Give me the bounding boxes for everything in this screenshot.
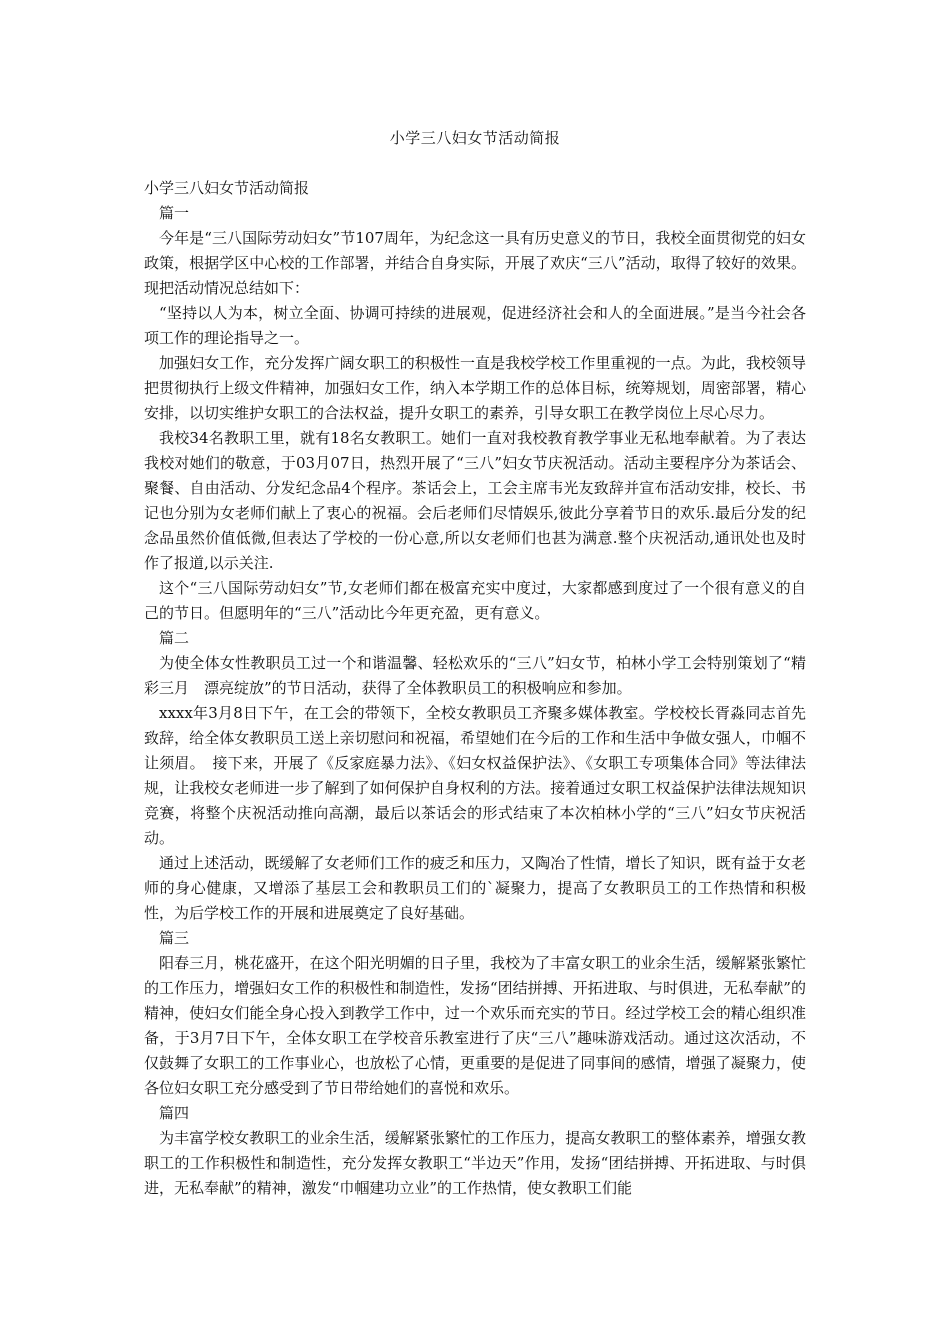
section-heading-1: 篇一 xyxy=(159,204,190,222)
paragraph: 这个“三八国际劳动妇女”节,女老师们都在极富充实中度过，大家都感到度过了一个很有意义的自己的节日。但愿明年的“三八”活动比今年更充盈，更有意义。 xyxy=(144,579,806,622)
section-heading-2: 篇二 xyxy=(159,629,190,647)
paragraph: 今年是“三八国际劳动妇女”节107周年，为纪念这一具有历史意义的节日，我校全面贯彻党的妇女政策，根据学区中心校的工作部署，并结合自身实际，开展了欢庆“三八”活动，取得了较好的效果。现把活动情况总结如下： xyxy=(144,229,806,297)
section-heading-4: 篇四 xyxy=(159,1104,190,1122)
paragraph: 通过上述活动，既缓解了女老师们工作的疲乏和压力，又陶冶了性情，增长了知识，既有益于女老师的身心健康，又增添了基层工会和教职员工们的`凝聚力，提高了女教职员工的工作热情和积极性，为后学校工作的开展和进展奠定了良好基础。 xyxy=(144,854,806,922)
paragraph: 为丰富学校女教职工的业余生活，缓解紧张繁忙的工作压力，提高女教职工的整体素养，增强女教职工的工作积极性和制造性，充分发挥女教职工“半边天”作用，发扬“团结拼搏、开拓进取、与时俱进，无私奉献”的精神，激发“巾帼建功立业”的工作热情，使女教职工们能 xyxy=(144,1129,806,1197)
document-title: 小学三八妇女节活动简报 xyxy=(389,129,561,147)
paragraph: “坚持以人为本，树立全面、协调可持续的进展观，促进经济社会和人的全面进展。”是当今社会各项工作的理论指导之一。 xyxy=(144,304,806,347)
document-body xyxy=(144,176,806,1201)
section-heading-3: 篇三 xyxy=(159,929,190,947)
paragraph: 阳春三月，桃花盛开，在这个阳光明媚的日子里，我校为了丰富女职工的业余生活，缓解紧张繁忙的工作压力，增强妇女工作的积极性和制造性，发扬“团结拼搏、开拓进取、与时俱进，无私奉献”的精神，使妇女们能全身心投入到教学工作中，过一个欢乐而充实的节日。经过学校工会的精心组织准备，于3月7日下午，全体女职工在学校音乐教室进行了庆“三八”趣味游戏活动。通过这次活动，不仅鼓舞了女职工的工作事业心，也放松了心情，更重要的是促进了同事间的感情，增强了凝聚力，使各位妇女职工充分感受到了节日带给她们的喜悦和欢乐。 xyxy=(144,954,806,1097)
document-heading: 小学三八妇女节活动简报 xyxy=(144,179,310,197)
paragraph: 加强妇女工作，充分发挥广阔女职工的积极性一直是我校学校工作里重视的一点。为此，我校领导把贯彻执行上级文件精神，加强妇女工作，纳入本学期工作的总体目标，统筹规划，周密部署，精心安排，以切实维护女职工的合法权益，提升女职工的素养，引导女职工在教学岗位上尽心尽力。 xyxy=(144,354,806,422)
paragraph: xxxx年3月8日下午，在工会的带领下，全校女教职员工齐聚多媒体教室。学校校长胥淼同志首先致辞，给全体女教职员工送上亲切慰问和祝福，希望她们在今后的工作和生活中争做女强人，巾帼不让须眉。 接下来，开展了《反家庭暴力法》、《妇女权益保护法》、《女职工专项集体合同》等法律法规，让我校女老师进一步了解到了如何保护自身权利的方法。接着通过女职工权益保护法律法规知识竞赛，将整个庆祝活动推向高潮，最后以茶话会的形式结束了本次柏林小学的“三八”妇女节庆祝活动。 xyxy=(144,704,806,847)
paragraph: 为使全体女性教职员工过一个和谐温馨、轻松欢乐的“三八”妇女节，柏林小学工会特别策划了“精彩三月 漂亮绽放”的节日活动，获得了全体教职员工的积极响应和参加。 xyxy=(144,654,806,697)
paragraph: 我校34名教职工里，就有18名女教职工。她们一直对我校教育教学事业无私地奉献着。为了表达我校对她们的敬意，于03月07日，热烈开展了“三八”妇女节庆祝活动。活动主要程序分为茶话会、聚餐、自由活动、分发纪念品4个程序。茶话会上，工会主席韦光友致辞并宣布活动安排，校长、书记也分别为女老师们献上了衷心的祝福。会后老师们尽情娱乐,彼此分享着节日的欢乐.最后分发的纪念品虽然价值低微,但表达了学校的一份心意,所以女老师们也甚为满意.整个庆祝活动,通讯处也及时作了报道,以示关注. xyxy=(144,429,806,572)
